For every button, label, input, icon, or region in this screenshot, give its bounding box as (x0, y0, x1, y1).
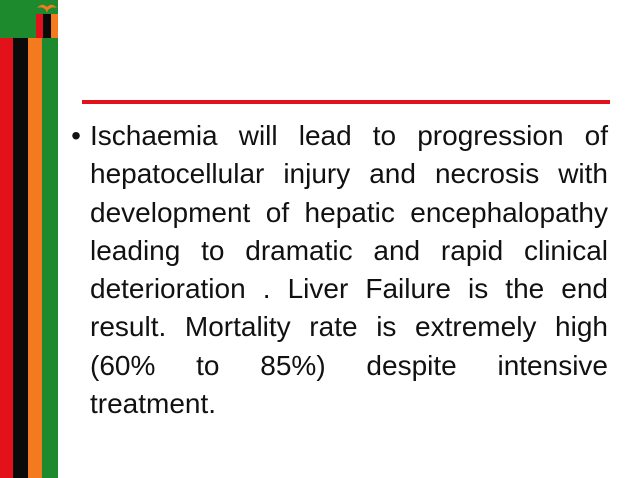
red-stripe (0, 38, 13, 478)
bullet-item (62, 117, 608, 423)
bullet-marker: • (71, 120, 81, 151)
flag-stripes (0, 38, 58, 478)
flag-mini-stripes (36, 14, 58, 38)
orange-stripe (28, 38, 42, 478)
flag-canton (0, 0, 58, 38)
green-stripe (42, 38, 58, 478)
title-divider (82, 100, 610, 104)
black-stripe (13, 38, 28, 478)
slide-body (62, 117, 608, 423)
eagle-icon (36, 2, 58, 14)
bullet-text: Ischaemia will lead to progression of hepatocellular injury and necrosis with development of hepatic encephalopathy leading to dramatic and rapid clinical deterioration . Liver Failure is the end result. Mortality rate is extremely high (60% to 85%) despite intensive treatment. (90, 120, 608, 420)
